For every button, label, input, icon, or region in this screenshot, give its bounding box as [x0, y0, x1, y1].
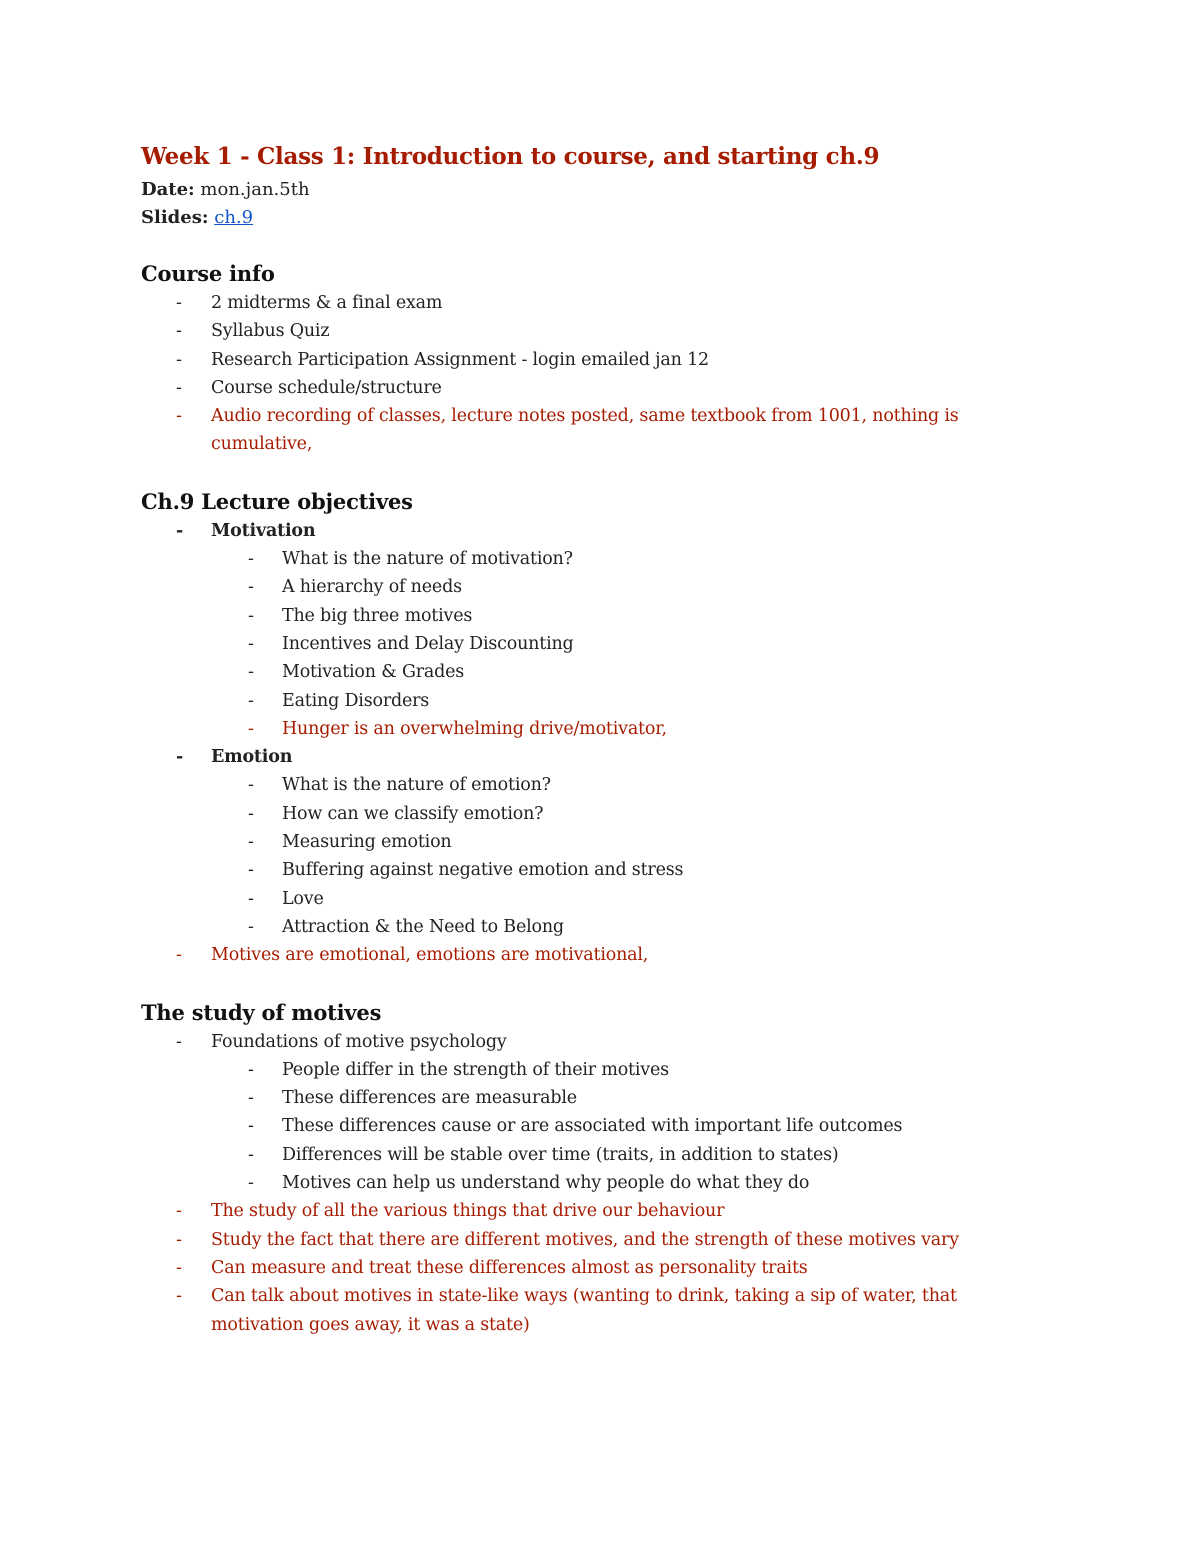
bullet-list: [141, 402, 1041, 459]
list-item: [141, 828, 1041, 856]
bullet-list: [141, 828, 1041, 856]
bullet-dash: -: [248, 1088, 254, 1109]
list-item: [141, 941, 1041, 969]
bullet-dash: -: [248, 832, 254, 853]
bullet-list: [141, 743, 1041, 771]
bullet-dash: -: [176, 945, 182, 966]
bullet-list: [141, 346, 1041, 374]
bullet-dash: -: [176, 1257, 182, 1278]
list-item: [141, 1084, 1041, 1112]
date-value: mon.jan.5th: [200, 179, 310, 200]
date-label: Date:: [141, 179, 195, 200]
list-item-text: These differences are measurable: [282, 1088, 577, 1109]
bullet-list: [141, 289, 1041, 317]
bullet-dash: -: [248, 803, 254, 824]
bullet-list: [141, 602, 1041, 630]
list-item-text: Course schedule/structure: [211, 377, 442, 398]
list-item: [141, 1197, 1041, 1225]
list-item: [141, 856, 1041, 884]
list-item-text: The big three motives: [282, 605, 473, 626]
list-item: [141, 374, 1041, 402]
bullet-dash: -: [176, 406, 182, 427]
bullet-list: [141, 941, 1041, 969]
bullet-dash: -: [248, 605, 254, 626]
bullet-list: [141, 913, 1041, 941]
section-heading: The study of motives: [141, 999, 382, 1025]
list-item: [141, 1254, 1041, 1282]
bullet-dash: -: [248, 775, 254, 796]
list-item-text: Syllabus Quiz: [211, 321, 330, 342]
section-list: [141, 289, 1041, 459]
bullet-dash: -: [248, 1144, 254, 1165]
bullet-list: [141, 715, 1041, 743]
section-list: [141, 517, 1041, 970]
bullet-list: [141, 771, 1041, 799]
list-item: [141, 1226, 1041, 1254]
section-list: [141, 1028, 1041, 1339]
slides-link[interactable]: ch.9: [214, 207, 254, 228]
bullet-dash: -: [176, 520, 184, 541]
bullet-list: [141, 517, 1041, 545]
list-item-text: Hunger is an overwhelming drive/motivator,: [282, 718, 667, 739]
list-item: [141, 687, 1041, 715]
list-item-text: Motives are emotional, emotions are motivational,: [211, 945, 649, 966]
bullet-list: [141, 658, 1041, 686]
slides-label: Slides:: [141, 207, 209, 228]
section-heading: Course info: [141, 261, 275, 286]
list-item-text: Emotion: [211, 747, 293, 768]
slides-line: [141, 204, 1041, 232]
list-item-text: Motivation: [211, 520, 316, 541]
list-item-text: Buffering against negative emotion and stress: [282, 860, 684, 881]
bullet-list: [141, 1197, 1041, 1225]
list-item: [141, 1028, 1041, 1056]
document-page: [141, 138, 1041, 1339]
list-item-text: What is the nature of motivation?: [282, 549, 573, 570]
list-item-text: Incentives and Delay Discounting: [282, 633, 574, 654]
list-item-text: Love: [282, 888, 324, 909]
bullet-list: [141, 1084, 1041, 1112]
bullet-list: [141, 856, 1041, 884]
page-title: Week 1 - Class 1: Introduction to course, and starting ch.9: [141, 143, 880, 170]
list-item-text: Motivation & Grades: [282, 662, 465, 683]
bullet-dash: -: [176, 377, 182, 398]
bullet-dash: -: [248, 1059, 254, 1080]
bullet-list: [141, 573, 1041, 601]
list-item: [141, 289, 1041, 317]
list-item-text: A hierarchy of needs: [282, 577, 462, 598]
list-item: [141, 885, 1041, 913]
list-item: [141, 573, 1041, 601]
bullet-dash: -: [176, 321, 182, 342]
list-item: [141, 658, 1041, 686]
list-item-text: Foundations of motive psychology: [211, 1031, 507, 1052]
list-item-text: Study the fact that there are different motives, and the strength of these motives vary: [211, 1229, 959, 1250]
bullet-dash: -: [176, 1201, 182, 1222]
list-item-text: Eating Disorders: [282, 690, 430, 711]
list-item-text: Differences will be stable over time (traits, in addition to states): [282, 1144, 839, 1165]
date-line: [141, 176, 1041, 204]
list-item-text: Can talk about motives in state-like ways (wanting to drink, taking a sip of water, that motivation goes away, it was a state): [211, 1286, 957, 1335]
bullet-dash: -: [248, 860, 254, 881]
bullet-list: [141, 1112, 1041, 1140]
list-item: [141, 346, 1041, 374]
bullet-list: [141, 885, 1041, 913]
list-item: [141, 1282, 1041, 1339]
bullet-list: [141, 1141, 1041, 1169]
bullet-list: [141, 1254, 1041, 1282]
bullet-list: [141, 1282, 1041, 1339]
list-item: [141, 913, 1041, 941]
list-item-text: How can we classify emotion?: [282, 803, 544, 824]
section-heading: Ch.9 Lecture objectives: [141, 488, 413, 514]
list-item: [141, 402, 1041, 459]
bullet-dash: -: [248, 888, 254, 909]
list-item: [141, 800, 1041, 828]
bullet-dash: -: [248, 1173, 254, 1194]
list-item-text: The study of all the various things that drive our behaviour: [211, 1201, 725, 1222]
list-item: [141, 317, 1041, 345]
bullet-list: [141, 317, 1041, 345]
list-item-text: People differ in the strength of their motives: [282, 1059, 669, 1080]
bullet-dash: -: [176, 349, 182, 370]
list-item: [141, 545, 1041, 573]
subheading-item: [141, 517, 1041, 545]
bullet-dash: -: [248, 549, 254, 570]
list-item: [141, 1169, 1041, 1197]
bullet-dash: -: [248, 633, 254, 654]
bullet-dash: -: [176, 1286, 182, 1307]
list-item: [141, 1056, 1041, 1084]
list-item-text: What is the nature of emotion?: [282, 775, 551, 796]
list-item: [141, 715, 1041, 743]
bullet-list: [141, 374, 1041, 402]
bullet-dash: -: [248, 718, 254, 739]
bullet-list: [141, 1226, 1041, 1254]
list-item: [141, 1112, 1041, 1140]
list-item: [141, 771, 1041, 799]
bullet-list: [141, 800, 1041, 828]
list-item-text: These differences cause or are associated with important life outcomes: [282, 1116, 903, 1137]
list-item-text: Attraction & the Need to Belong: [282, 916, 564, 937]
bullet-dash: -: [248, 690, 254, 711]
list-item-text: Audio recording of classes, lecture notes posted, same textbook from 1001, nothing is cumulative,: [211, 406, 959, 455]
list-item: [141, 630, 1041, 658]
bullet-dash: -: [248, 1116, 254, 1137]
bullet-list: [141, 545, 1041, 573]
bullet-dash: -: [176, 1229, 182, 1250]
list-item-text: Motives can help us understand why people do what they do: [282, 1173, 810, 1194]
bullet-dash: -: [248, 577, 254, 598]
bullet-list: [141, 1169, 1041, 1197]
bullet-dash: -: [176, 1031, 182, 1052]
bullet-dash: -: [176, 747, 184, 768]
list-item-text: Measuring emotion: [282, 832, 452, 853]
bullet-dash: -: [176, 293, 182, 313]
bullet-list: [141, 630, 1041, 658]
list-item-text: Research Participation Assignment - login emailed jan 12: [211, 349, 709, 370]
subheading-item: [141, 743, 1041, 771]
bullet-list: [141, 1056, 1041, 1084]
bullet-list: [141, 687, 1041, 715]
list-item-text: Can measure and treat these differences almost as personality traits: [211, 1257, 808, 1278]
bullet-dash: -: [248, 916, 254, 937]
list-item-text: 2 midterms & a final exam: [211, 293, 443, 313]
list-item: [141, 1141, 1041, 1169]
bullet-list: [141, 1028, 1041, 1056]
list-item: [141, 602, 1041, 630]
bullet-dash: -: [248, 662, 254, 683]
